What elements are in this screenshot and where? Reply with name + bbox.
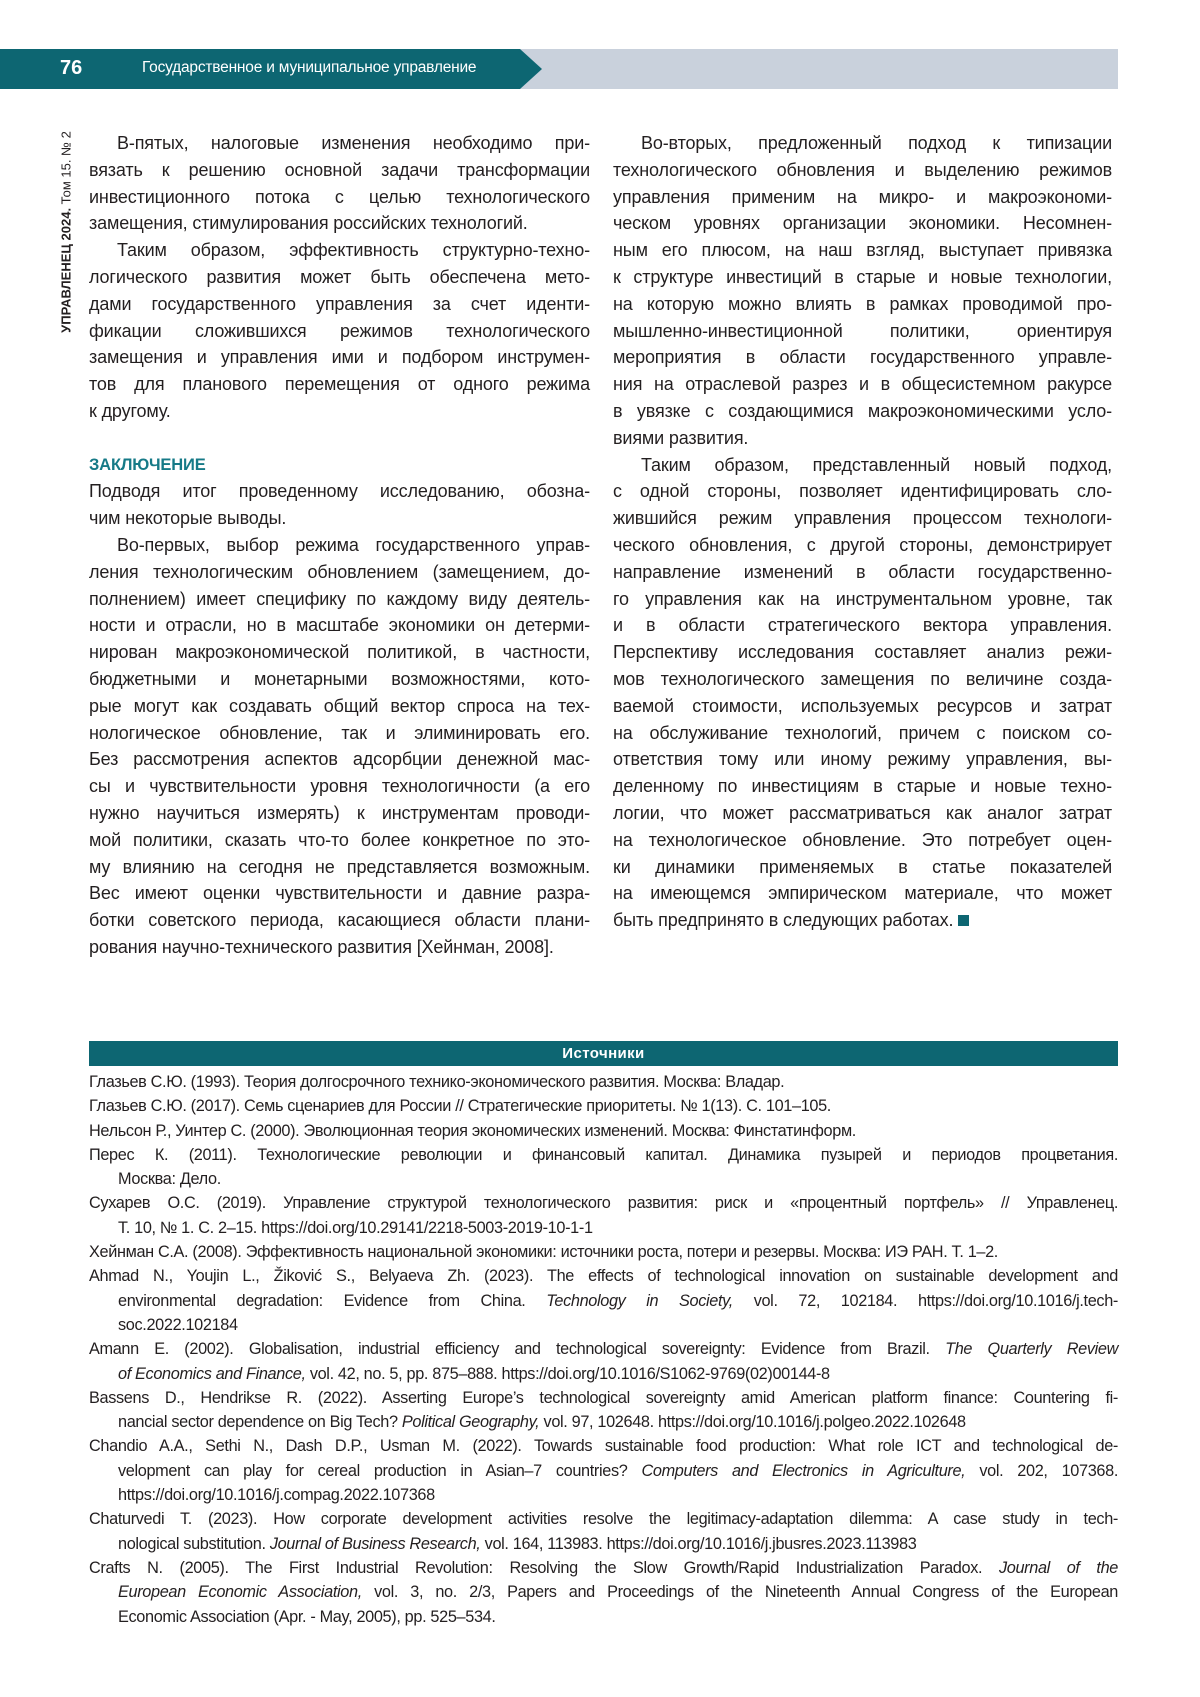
reference-text: Amann E. (2002). Globalisation, industrial efficiency and technological sovereignty: Evidence from Brazil. — [89, 1340, 945, 1358]
text-line — [89, 318, 590, 345]
reference-line — [89, 1337, 1118, 1361]
reference-item — [89, 1240, 1118, 1264]
text-line-content: ваемой стоимости, используемых ресурсов и затрат — [613, 696, 1112, 716]
text-line-content: логического развития может быть обеспечена мето- — [89, 267, 590, 287]
text-line — [89, 559, 590, 586]
text-line — [613, 425, 1112, 452]
text-line — [613, 452, 1112, 479]
text-line — [89, 184, 590, 211]
text-line — [613, 559, 1112, 586]
reference-line — [89, 1459, 1118, 1483]
text-line-content: Во-вторых, предложенный подход к типизации — [641, 133, 1112, 153]
text-line-content: управления применим на микро- и макроэкономи- — [613, 187, 1112, 207]
reference-text: Перес К. (2011). Технологические революции и финансовый капитал. Динамика пузырей и периодов процветания. — [89, 1146, 1118, 1164]
paragraph — [89, 237, 590, 425]
reference-line — [89, 1410, 1118, 1434]
reference-text: vol. 202, 107368. — [965, 1462, 1118, 1480]
text-line — [613, 746, 1112, 773]
reference-text: https://doi.org/10.1016/j.compag.2022.107368 — [118, 1486, 435, 1504]
text-line — [613, 237, 1112, 264]
reference-line — [89, 1070, 1118, 1094]
reference-text: environmental degradation: Evidence from China. — [118, 1292, 546, 1310]
left-text-column — [89, 130, 590, 961]
page-number: 76 — [60, 57, 82, 80]
reference-line — [89, 1313, 1118, 1337]
section-heading: ЗАКЛЮЧЕНИЕ — [89, 452, 590, 479]
text-line — [613, 344, 1112, 371]
text-line-content: рования научно-технического развития [Хейнман, 2008]. — [89, 937, 554, 957]
reference-item — [89, 1191, 1118, 1240]
text-line — [89, 746, 590, 773]
journal-issue: Том 15. № 2 — [59, 131, 74, 208]
text-line-content: нужно научиться измерять) к инструментам проводи- — [89, 803, 590, 823]
reference-text: Глазьев С.Ю. (1993). Теория долгосрочного технико-экономического развития. Москва: Владар. — [89, 1073, 784, 1091]
text-line — [89, 773, 590, 800]
text-line-content: жившийся режим управления процессом технологи- — [613, 508, 1112, 528]
text-line — [89, 827, 590, 854]
text-line-content: Вес имеют оценки чувствительности и давние разра- — [89, 883, 590, 903]
text-line-content: на обслуживание технологий, причем с поиском со- — [613, 723, 1112, 743]
text-line — [613, 184, 1112, 211]
text-line — [613, 907, 1112, 934]
text-line-content: вязать к решению основной задачи трансформации — [89, 160, 590, 180]
text-line-content: на которую можно влиять в рамках проводимой про- — [613, 294, 1112, 314]
text-line-content: замещения и управления ими и подбором инструмен- — [89, 347, 590, 367]
text-line-content: логии, что может рассматриваться как аналог затрат — [613, 803, 1112, 823]
reference-text: nancial sector dependence on Big Tech? — [118, 1413, 402, 1431]
text-line-content: ки динамики применяемых в статье показателей — [613, 857, 1112, 877]
text-line — [613, 505, 1112, 532]
reference-line — [89, 1556, 1118, 1580]
reference-text: vol. 72, 102184. https://doi.org/10.1016/j.tech- — [733, 1292, 1118, 1310]
reference-line — [89, 1143, 1118, 1167]
reference-text: Сухарев О.С. (2019). Управление структурой технологического развития: риск и «процентный портфель» // Управленец. — [89, 1194, 1118, 1212]
reference-text: Хейнман С.А. (2008). Эффективность национальной экономики: источники роста, потери и резервы. Москва: ИЭ РАН. Т. 1–2. — [89, 1243, 998, 1261]
reference-line — [89, 1362, 1118, 1386]
text-line — [89, 612, 590, 639]
reference-line — [89, 1216, 1118, 1240]
text-line — [613, 693, 1112, 720]
text-line — [89, 934, 590, 961]
text-line-content: нологическое обновление, так и элиминировать его. — [89, 723, 590, 743]
reference-line — [89, 1605, 1118, 1629]
reference-item — [89, 1119, 1118, 1143]
text-line — [89, 586, 590, 613]
text-line-content: ческом уровнях организации экономики. Несомнен- — [613, 213, 1112, 233]
reference-line — [89, 1119, 1118, 1143]
reference-item — [89, 1337, 1118, 1386]
text-line — [613, 371, 1112, 398]
reference-item — [89, 1070, 1118, 1094]
reference-source-title: Political Geography, — [402, 1413, 540, 1431]
reference-item — [89, 1507, 1118, 1556]
text-line-content: мероприятия в области государственного управле- — [613, 347, 1112, 367]
reference-item — [89, 1094, 1118, 1118]
text-line — [613, 666, 1112, 693]
reference-text: nological substitution. — [118, 1535, 270, 1553]
text-line-content: мышленно-инвестиционной политики, ориентируя — [613, 321, 1112, 341]
text-line-content: Без рассмотрения аспектов адсорбции денежной мас- — [89, 749, 590, 769]
text-line-content: ботки советского периода, касающиеся области плани- — [89, 910, 590, 930]
text-line-content: Таким образом, представленный новый подход, — [641, 455, 1112, 475]
text-line — [89, 907, 590, 934]
text-line-content: В-пятых, налоговые изменения необходимо при- — [117, 133, 590, 153]
reference-list — [89, 1070, 1118, 1629]
reference-line — [89, 1483, 1118, 1507]
reference-source-title: Journal of Business Research, — [270, 1535, 481, 1553]
text-line — [89, 478, 590, 505]
reference-line — [89, 1191, 1118, 1215]
text-line — [613, 720, 1112, 747]
text-line-content: му влиянию на сегодня не представляется возможным. — [89, 857, 590, 877]
text-line — [89, 639, 590, 666]
text-line-content: Таким образом, эффективность структурно-техно- — [117, 240, 590, 260]
text-line-content: ответствия тому или иному режиму управления, вы- — [613, 749, 1112, 769]
reference-item — [89, 1143, 1118, 1192]
paragraph — [613, 130, 1112, 452]
text-line — [89, 371, 590, 398]
text-line — [613, 264, 1112, 291]
text-line-content: ния на отраслевой разрез и в общесистемном ракурсе — [613, 374, 1112, 394]
text-line-content: чим некоторые выводы. — [89, 508, 286, 528]
text-line — [613, 800, 1112, 827]
text-line — [89, 157, 590, 184]
text-line-content: быть предпринято в следующих работах. — [613, 910, 953, 930]
text-line — [613, 398, 1112, 425]
text-line — [89, 398, 590, 425]
text-line — [89, 720, 590, 747]
text-line — [613, 639, 1112, 666]
text-line-content: тов для планового перемещения от одного режима — [89, 374, 590, 394]
reference-text: soc.2022.102184 — [118, 1316, 238, 1334]
reference-text: Глазьев С.Ю. (2017). Семь сценариев для России // Стратегические приоритеты. № 1(13). С. 101–105. — [89, 1097, 831, 1115]
reference-source-title: of Economics and Finance, — [118, 1365, 306, 1383]
text-line — [613, 157, 1112, 184]
text-line — [89, 693, 590, 720]
text-line-content: деленному по инвестициям в старые и новые техно- — [613, 776, 1112, 796]
reference-line — [89, 1167, 1118, 1191]
paragraph — [89, 478, 590, 532]
text-line-content: на технологическое обновление. Это потребует оцен- — [613, 830, 1112, 850]
journal-name: УПРАВЛЕНЕЦ 2024. — [59, 208, 74, 333]
text-line — [613, 827, 1112, 854]
text-line — [613, 773, 1112, 800]
reference-text: Economic Association (Apr. - May, 2005), pp. 525–534. — [118, 1608, 496, 1626]
text-line — [613, 586, 1112, 613]
text-line — [89, 532, 590, 559]
text-line-content: к другому. — [89, 401, 171, 421]
reference-line — [89, 1289, 1118, 1313]
text-line-content: направление изменений в области государственно- — [613, 562, 1112, 582]
text-line-content: нирован макроэкономической политикой, в частности, — [89, 642, 590, 662]
text-line — [89, 854, 590, 881]
text-line-content: фикации сложившихся режимов технологического — [89, 321, 590, 341]
text-line-content: мой политики, сказать что-то более конкретное по это- — [89, 830, 590, 850]
text-line-content: ления технологическим обновлением (замещением, до- — [89, 562, 590, 582]
right-text-column — [613, 130, 1112, 934]
reference-source-title: Journal of the — [999, 1559, 1118, 1577]
reference-text: vol. 3, no. 2/3, Papers and Proceedings of the Nineteenth Annual Congress of the European — [362, 1583, 1118, 1601]
paragraph — [613, 452, 1112, 934]
text-line-content: дами государственного управления за счет иденти- — [89, 294, 590, 314]
reference-line — [89, 1264, 1118, 1288]
text-line — [89, 505, 590, 532]
text-line-content: сы и чувствительности уровня технологичности (а его — [89, 776, 590, 796]
text-line-content: на имеющемся эмпирическом материале, что может — [613, 883, 1112, 903]
text-line — [613, 612, 1112, 639]
text-line-content: ческого обновления, с другой стороны, демонстрирует — [613, 535, 1112, 555]
text-line-content: виями развития. — [613, 428, 748, 448]
reference-item — [89, 1434, 1118, 1507]
reference-source-title: Computers and Electronics in Agriculture, — [641, 1462, 965, 1480]
text-line-content: Подводя итог проведенному исследованию, обозна- — [89, 481, 590, 501]
text-line — [89, 880, 590, 907]
reference-text: velopment can play for cereal production in Asian–7 countries? — [118, 1462, 641, 1480]
text-line — [613, 210, 1112, 237]
reference-item — [89, 1556, 1118, 1629]
reference-text: Crafts N. (2005). The First Industrial Revolution: Resolving the Slow Growth/Rapid Industrialization Paradox. — [89, 1559, 999, 1577]
reference-text: vol. 164, 113983. https://doi.org/10.1016/j.jbusres.2023.113983 — [480, 1535, 916, 1553]
reference-text: Т. 10, № 1. С. 2–15. https://doi.org/10.29141/2218-5003-2019-10-1-1 — [118, 1219, 593, 1237]
reference-text: Ahmad N., Youjin L., Žiković S., Belyaeva Zh. (2023). The effects of technological innovation on sustainable development and — [89, 1267, 1118, 1285]
text-line-content: в увязке с создающимися макроэкономическими усло- — [613, 401, 1112, 421]
reference-text: vol. 42, no. 5, pp. 875–888. https://doi.org/10.1016/S1062-9769(02)00144-8 — [306, 1365, 830, 1383]
text-line — [613, 130, 1112, 157]
reference-line — [89, 1386, 1118, 1410]
text-line-content: замещения, стимулирования российских технологий. — [89, 213, 528, 233]
reference-line — [89, 1507, 1118, 1531]
reference-item — [89, 1264, 1118, 1337]
text-line-content: Во-первых, выбор режима государственного управ- — [117, 535, 590, 555]
paragraph — [89, 532, 590, 961]
text-line — [89, 800, 590, 827]
text-line-content: ности и отрасли, но в масштабе экономики он детерми- — [89, 615, 590, 635]
text-line — [89, 130, 590, 157]
text-line — [89, 264, 590, 291]
text-line-content: мов технологического замещения по величине созда- — [613, 669, 1112, 689]
text-line — [89, 666, 590, 693]
reference-line — [89, 1434, 1118, 1458]
reference-item — [89, 1386, 1118, 1435]
text-line-content: к структуре инвестиций в старые и новые технологии, — [613, 267, 1112, 287]
reference-source-title: European Economic Association, — [118, 1583, 362, 1601]
spacer — [89, 425, 590, 452]
reference-source-title: The Quarterly Review — [945, 1340, 1118, 1358]
reference-line — [89, 1580, 1118, 1604]
text-line-content: технологического обновления и выделению режимов — [613, 160, 1112, 180]
reference-text: Москва: Дело. — [118, 1170, 221, 1188]
reference-text: Chandio A.A., Sethi N., Dash D.P., Usman M. (2022). Towards sustainable food production: What role ICT and technological de- — [89, 1437, 1118, 1455]
text-line — [89, 210, 590, 237]
reference-text: vol. 97, 102648. https://doi.org/10.1016/j.polgeo.2022.102648 — [539, 1413, 965, 1431]
reference-text: Chaturvedi T. (2023). How corporate development activities resolve the legitimacy-adaptation dilemma: A case study in tech- — [89, 1510, 1118, 1528]
text-line-content: го управления как на инструментальном уровне, так — [613, 589, 1112, 609]
text-line-content: Перспективу исследования составляет анализ режи- — [613, 642, 1112, 662]
journal-side-caption — [59, 131, 74, 333]
section-title: Государственное и муниципальное управление — [142, 59, 476, 77]
end-of-article-mark — [958, 915, 969, 926]
text-line — [89, 237, 590, 264]
text-line — [613, 532, 1112, 559]
text-line-content: ным его плюсом, на наш взгляд, выступает привязка — [613, 240, 1112, 260]
text-line — [89, 344, 590, 371]
reference-text: Bassens D., Hendrikse R. (2022). Asserting Europe’s technological sovereignty amid American platform finance: Countering fi- — [89, 1389, 1118, 1407]
text-line-content: бюджетными и монетарными возможностями, кото- — [89, 669, 590, 689]
text-line — [613, 478, 1112, 505]
paragraph — [89, 130, 590, 237]
text-line — [613, 291, 1112, 318]
reference-line — [89, 1094, 1118, 1118]
text-line — [613, 318, 1112, 345]
sources-heading: Источники — [89, 1041, 1118, 1066]
reference-source-title: Technology in Society, — [546, 1292, 733, 1310]
text-line-content: с одной стороны, позволяет идентифицировать сло- — [613, 481, 1112, 501]
reference-line — [89, 1240, 1118, 1264]
text-line-content: полнением) имеет специфику по каждому виду деятель- — [89, 589, 590, 609]
text-line — [613, 880, 1112, 907]
text-line-content: рые могут как создавать общий вектор спроса на тех- — [89, 696, 590, 716]
reference-text: Нельсон Р., Уинтер С. (2000). Эволюционная теория экономических изменений. Москва: Финстатинформ. — [89, 1122, 856, 1140]
text-line-content: и в области стратегического вектора управления. — [613, 615, 1112, 635]
text-line — [89, 291, 590, 318]
text-line — [613, 854, 1112, 881]
reference-line — [89, 1532, 1118, 1556]
text-line-content: инвестиционного потока с целью технологического — [89, 187, 590, 207]
